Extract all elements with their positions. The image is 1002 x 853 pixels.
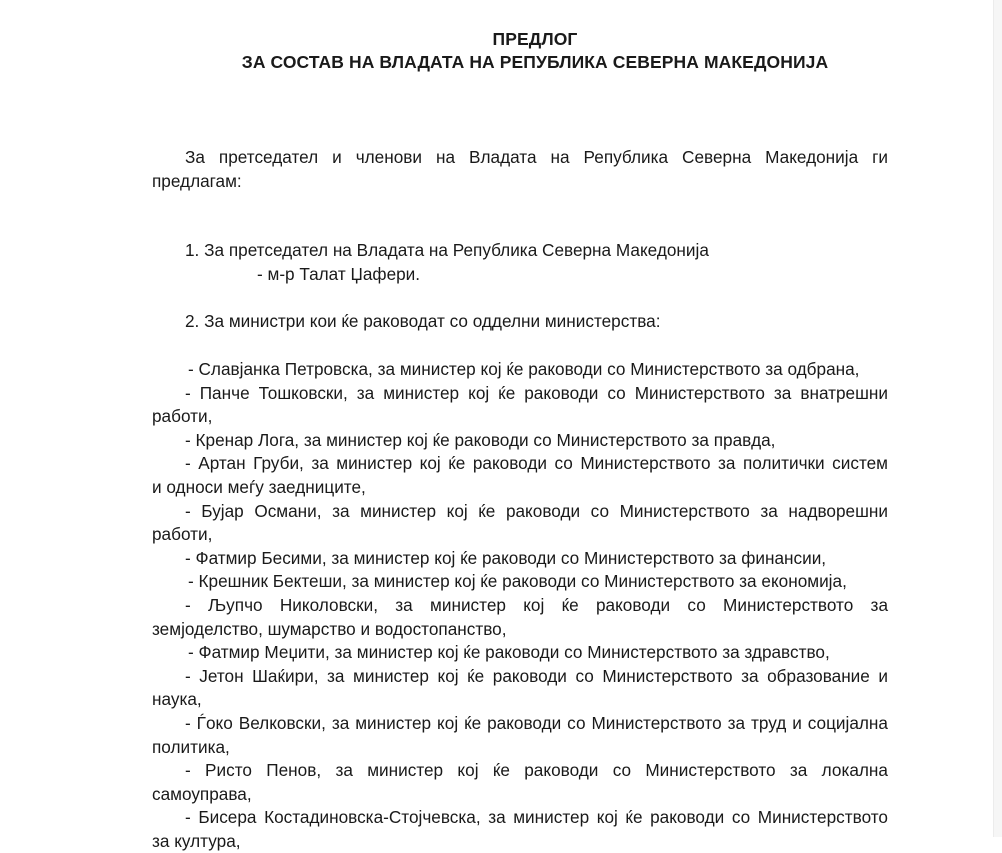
minister-line-1: - Ристо Пенов, за министер кој ќе раководи со Министерството за локална <box>185 760 888 781</box>
minister-line-1: - Јетон Шаќири, за министер кој ќе раководи со Министерството за образование и <box>185 665 888 686</box>
minister-item <box>152 594 888 641</box>
minister-line-1: - Фатмир Бесими, за министер кој ќе раководи со Министерството за финансии, <box>185 547 827 568</box>
minister-item <box>152 806 888 853</box>
section-2-heading-text: 2. За министри кои ќе раководат со одделни министерства: <box>185 311 661 331</box>
minister-item <box>152 547 888 571</box>
minister-item <box>152 382 888 429</box>
minister-line-1: - Крешник Бектеши, за министер кој ќе раководи со Министерството за економија, <box>188 571 847 592</box>
minister-line-1: - Бисера Костадиновска-Стојчевска, за министер кој ќе раководи со Министерството <box>185 807 888 828</box>
minister-item <box>152 570 888 594</box>
minister-line-2: за култура, <box>152 830 241 851</box>
minister-line-2: самоуправа, <box>152 783 252 804</box>
minister-line-1: - Љупчо Николовски, за министер кој ќе раководи со Министерството за <box>185 594 888 615</box>
minister-line-2: наука, <box>152 689 202 710</box>
minister-item <box>152 358 888 382</box>
intro-line-2: предлагам: <box>152 170 242 191</box>
minister-line-2: земјоделство, шумарство и водостопанство, <box>152 618 507 639</box>
document-subtitle: ЗА СОСТАВ НА ВЛАДАТА НА РЕПУБЛИКА СЕВЕРНА МАКЕДОНИЈА <box>241 52 829 72</box>
section-1-line-1: 1. За претседател на Владата на Република Северна Македонија <box>185 240 709 260</box>
section-1-line-2: - м-р Талат Џафери. <box>257 263 421 284</box>
minister-line-1: - Ѓоко Велковски, за министер кој ќе раководи со Министерството за труд и социјална <box>185 712 888 733</box>
section-1 <box>152 239 888 286</box>
minister-line-2: работи, <box>152 406 213 427</box>
minister-list <box>152 358 888 853</box>
minister-line-1: - Фатмир Меџити, за министер кој ќе раководи со Министерството за здравство, <box>188 642 830 663</box>
minister-item <box>152 665 888 712</box>
minister-line-1: - Кренар Лога, за министер кој ќе раководи со Министерството за правда, <box>185 429 776 450</box>
minister-item <box>152 452 888 499</box>
minister-item <box>152 712 888 759</box>
section-2-heading <box>152 310 888 334</box>
minister-line-2: работи, <box>152 524 213 545</box>
minister-line-1: - Славјанка Петровска, за министер кој ќе раководи со Министерството за одбрана, <box>188 359 860 379</box>
minister-item <box>152 429 888 453</box>
minister-line-2: политика, <box>152 736 230 757</box>
page-edge <box>993 0 1002 837</box>
intro-line-1: За претседател и членови на Владата на Република Северна Македонија ги <box>185 147 888 167</box>
minister-line-1: - Бујар Османи, за министер кој ќе раководи со Министерството за надворешни <box>185 500 888 521</box>
intro-paragraph <box>152 146 888 193</box>
minister-line-2: и односи меѓу заедниците, <box>152 476 366 497</box>
minister-line-1: - Артан Груби, за министер кој ќе раководи со Министерството за политички систем <box>185 453 888 474</box>
minister-item <box>152 500 888 547</box>
minister-item <box>152 759 888 806</box>
minister-line-1: - Панче Тошковски, за министер кој ќе раководи со Министерството за внатрешни <box>185 382 888 403</box>
minister-item <box>152 641 888 665</box>
document-title: ПРЕДЛОГ <box>492 29 578 49</box>
